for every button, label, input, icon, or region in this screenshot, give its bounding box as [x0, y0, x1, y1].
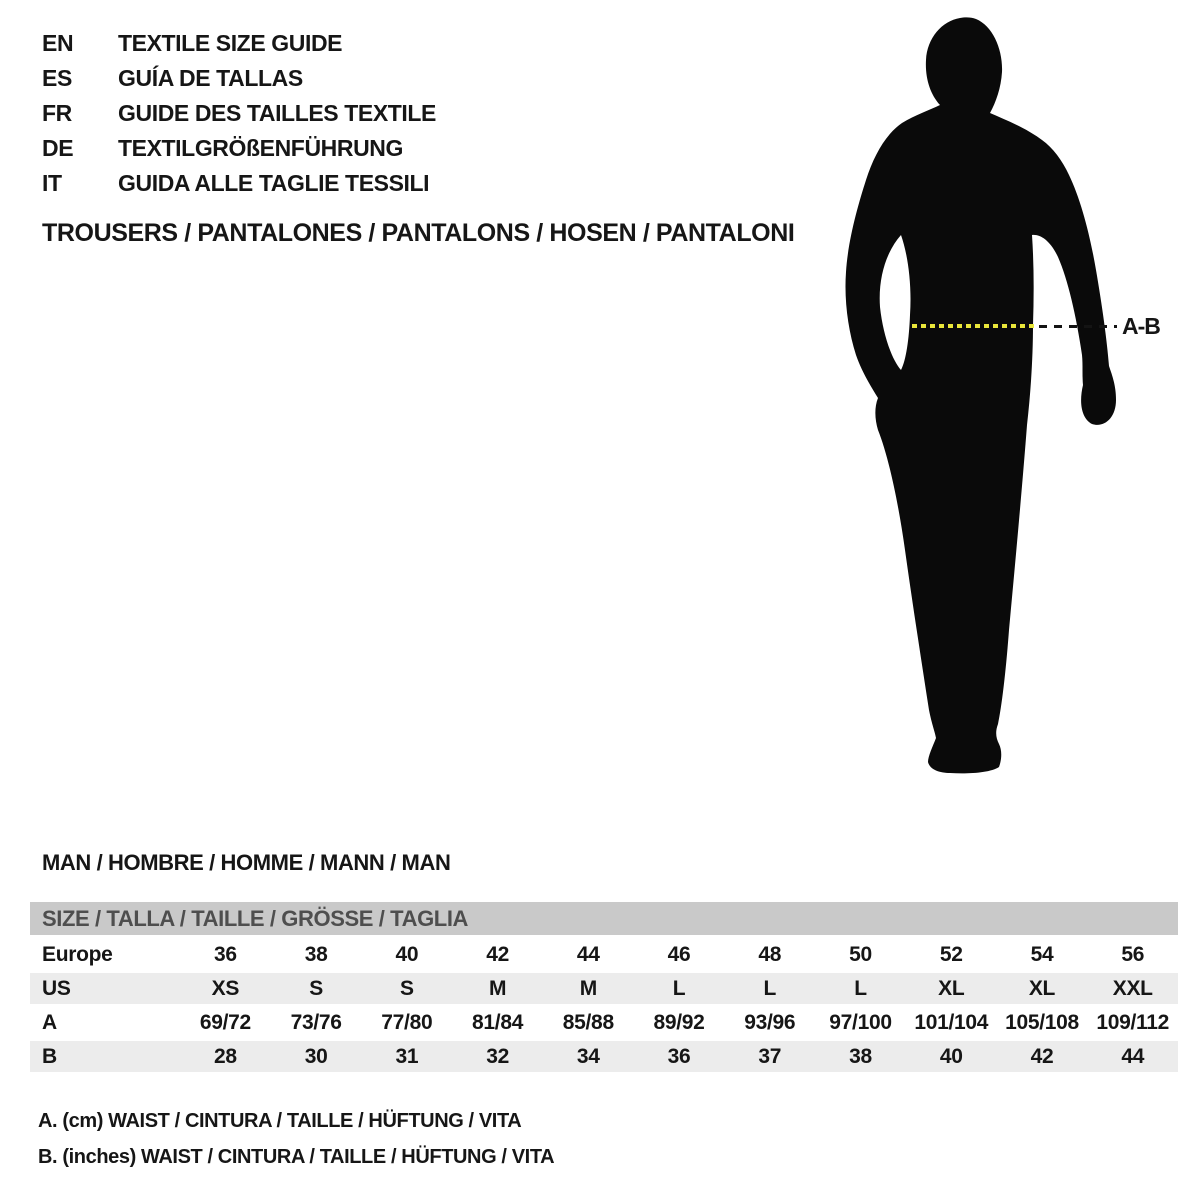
table-cell: 93/96 [744, 1010, 796, 1034]
table-cell: XS [211, 976, 240, 1000]
man-silhouette [842, 10, 1142, 780]
table-cell: 48 [758, 942, 782, 966]
footnotes [38, 1103, 554, 1175]
table-cell: 36 [213, 942, 237, 966]
table-cell: 77/80 [381, 1010, 433, 1034]
table-cell: 85/88 [562, 1010, 614, 1034]
table-cell: 69/72 [199, 1010, 251, 1034]
table-cell: 97/100 [829, 1010, 892, 1034]
table-cell: 46 [667, 942, 691, 966]
language-row-fr [42, 100, 436, 135]
table-cell: 89/92 [653, 1010, 705, 1034]
table-cell: XL [938, 976, 965, 1000]
language-label: GUIDE DES TAILLES TEXTILE [118, 100, 436, 126]
row-label: Europe [42, 942, 113, 966]
table-cell: 73/76 [290, 1010, 342, 1034]
table-cell: L [672, 976, 686, 1000]
table-cell: XXL [1112, 976, 1153, 1000]
language-code: IT [42, 170, 62, 196]
table-cell: 42 [1030, 1044, 1054, 1068]
footnote-b: B. (inches) WAIST / CINTURA / TAILLE / HÜFTUNG / VITA [38, 1146, 555, 1168]
table-cell: 56 [1121, 942, 1145, 966]
row-label: A [42, 1010, 57, 1034]
table-cell: L [854, 976, 867, 1000]
row-label: US [42, 976, 71, 1000]
size-table [30, 902, 1178, 1072]
table-cell: 50 [849, 942, 872, 966]
table-cell: 34 [576, 1044, 600, 1068]
table-cell: M [488, 976, 507, 1000]
table-cell: 38 [304, 942, 328, 966]
category-title: TROUSERS / PANTALONES / PANTALONS / HOSEN / PANTALONI [42, 219, 795, 247]
table-cell: L [763, 976, 777, 1000]
table-cell: 42 [486, 942, 509, 966]
table-cell: S [309, 976, 323, 1000]
table-cell: 105/108 [1005, 1010, 1079, 1034]
language-code: ES [42, 65, 72, 91]
table-cell: 40 [395, 942, 419, 966]
language-code: EN [42, 30, 74, 56]
table-cell: 37 [758, 1044, 782, 1068]
table-cell: 38 [849, 1044, 872, 1068]
table-cell: S [399, 976, 414, 1000]
measure-dashed-line [1039, 325, 1117, 328]
table-cell: 28 [213, 1044, 237, 1068]
table-cell: 101/104 [914, 1010, 989, 1034]
language-list [42, 30, 436, 205]
language-row-it [42, 170, 436, 205]
table-cell: 30 [304, 1044, 328, 1068]
table-row-europe [30, 936, 1178, 973]
table-cell: 36 [667, 1044, 691, 1068]
language-code: DE [42, 135, 74, 161]
table-cell: M [579, 976, 597, 1000]
row-label: B [42, 1044, 57, 1068]
language-label: TEXTILGRÖßENFÜHRUNG [118, 135, 403, 161]
table-cell: 81/84 [472, 1010, 524, 1034]
table-cell: 54 [1030, 942, 1054, 966]
table-cell: 44 [576, 942, 600, 966]
language-label: GUIDA ALLE TAGLIE TESSILI [118, 170, 430, 196]
language-label: GUÍA DE TALLAS [118, 65, 303, 91]
table-row-b-inches [30, 1041, 1178, 1072]
language-row-en [42, 30, 436, 65]
waist-dotted-line [912, 324, 1037, 328]
language-row-es [42, 65, 436, 100]
gender-title: MAN / HOMBRE / HOMME / MANN / MAN [42, 850, 451, 875]
table-cell: 44 [1121, 1044, 1145, 1068]
table-cell: 109/112 [1096, 1010, 1170, 1034]
size-table-header: SIZE / TALLA / TAILLE / GRÖSSE / TAGLIA [30, 902, 1178, 935]
table-cell: 31 [395, 1044, 419, 1068]
table-cell: XL [1028, 976, 1056, 1000]
table-row-us [30, 973, 1178, 1004]
table-cell: 40 [939, 1044, 963, 1068]
table-row-a-cm [30, 1004, 1178, 1041]
table-cell: 32 [486, 1044, 509, 1068]
language-label: TEXTILE SIZE GUIDE [118, 30, 343, 56]
language-code: FR [42, 100, 72, 126]
footnote-a: A. (cm) WAIST / CINTURA / TAILLE / HÜFTUNG / VITA [38, 1110, 522, 1132]
language-row-de [42, 135, 436, 170]
measure-label: A-B [1122, 313, 1160, 339]
table-cell: 52 [939, 942, 963, 966]
